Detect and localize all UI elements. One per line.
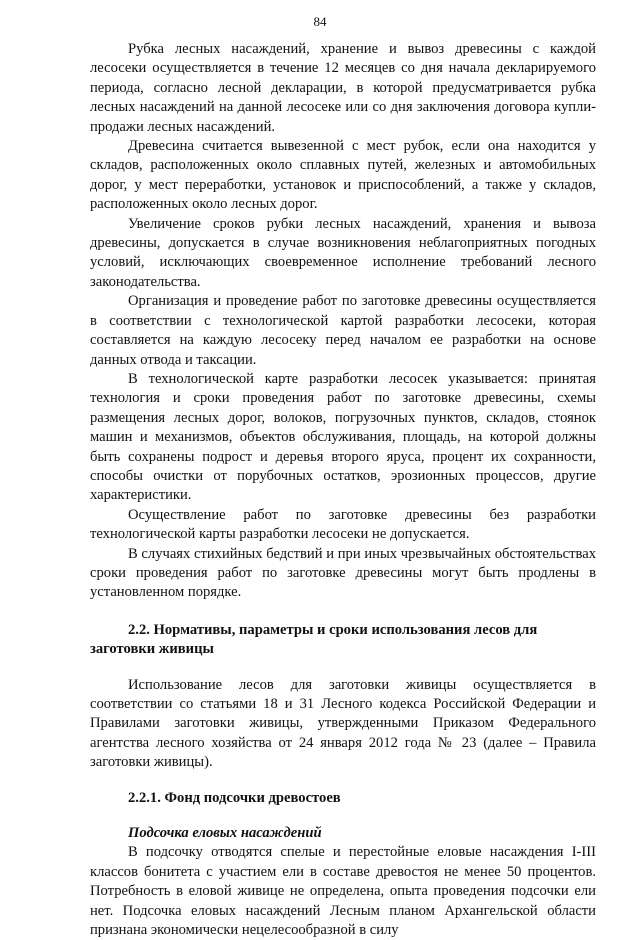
- paragraph-cutting-period: Рубка лесных насаждений, хранение и вывоз древесины с каждой лесосеки осуществляется в течение 12 месяцев со дня начала декларируемого периода, согласно лесной декларации, в которой предусматривается рубка лесных насаждений на данной лесосеке или со дня заключения договора купли-продажи лесных насаждений.: [90, 41, 596, 135]
- paragraph-emergency: В случаях стихийных бедствий и при иных чрезвычайных обстоятельствах сроки проведения работ по заготовке древесины могут быть продлены в установленном порядке.: [90, 545, 596, 601]
- italic-heading: Подсочка еловых насаждений: [128, 825, 322, 842]
- paragraph-not-allowed: Осуществление работ по заготовке древесины без разработки технологической карты разработки лесосеки не допускается.: [90, 506, 596, 543]
- paragraph-tech-map: В технологической карте разработки лесосек указывается: принятая технология и сроки проведения работ по заготовке древесины, схемы размещения лесных дорог, волоков, погрузочных пунктов, складов, стоянок машин и механизмов, объектов обслуживания, площадь, на которой должны быть сохранены подрост и деревья второго яруса, процент их сохранности, способы очистки от порубочных остатков, эрозионных процессов, другие характеристики.: [90, 370, 596, 504]
- page-number: 84: [313, 14, 327, 29]
- subsection-heading: 2.2.1. Фонд подсочки древостоев: [128, 789, 341, 806]
- paragraph-spruce-tapping: В подсочку отводятся спелые и перестойные еловые насаждения I-III классов бонитета с участием ели в составе древостоя не менее 50 процентов. Потребность в еловой живице не определена, опыта проведения подсочки ели нет. Подсочка еловых насаждений Лесным планом Архангельской области признана экономически нецелесообразной в силу: [90, 844, 596, 939]
- document-body: [90, 40, 596, 940]
- section-heading: 2.2. Нормативы, параметры и сроки использования лесов для заготовки живицы: [90, 621, 538, 658]
- paragraph-organization: Организация и проведение работ по заготовке древесины осуществляется в соответствии с технологической картой разработки лесосеки, которая составляется на каждую лесосеку перед началом ее разработки на основе данных отвода и таксации.: [90, 293, 596, 368]
- paragraph-extension: Увеличение сроков рубки лесных насаждений, хранения и вывоза древесины, допускается в случае возникновения неблагоприятных погодных условий, исключающих своевременное исполнение требований лесного законодательства.: [90, 215, 596, 290]
- paragraph-wood-removed: Древесина считается вывезенной с мест рубок, если она находится у складов, расположенных около сплавных путей, железных и автомобильных дорог, у мест переработки, установок и приспособлений, а также у складов, расположенных около лесных дорог.: [90, 138, 596, 213]
- paragraph-resin-usage: Использование лесов для заготовки живицы осуществляется в соответствии со статьями 18 и 31 Лесного кодекса Российской Федерации и Правилами заготовки живицы, утвержденными Приказом Федерального агентства лесного хозяйства от 24 января 2012 года № 23 (далее – Правила заготовки живицы).: [90, 676, 596, 771]
